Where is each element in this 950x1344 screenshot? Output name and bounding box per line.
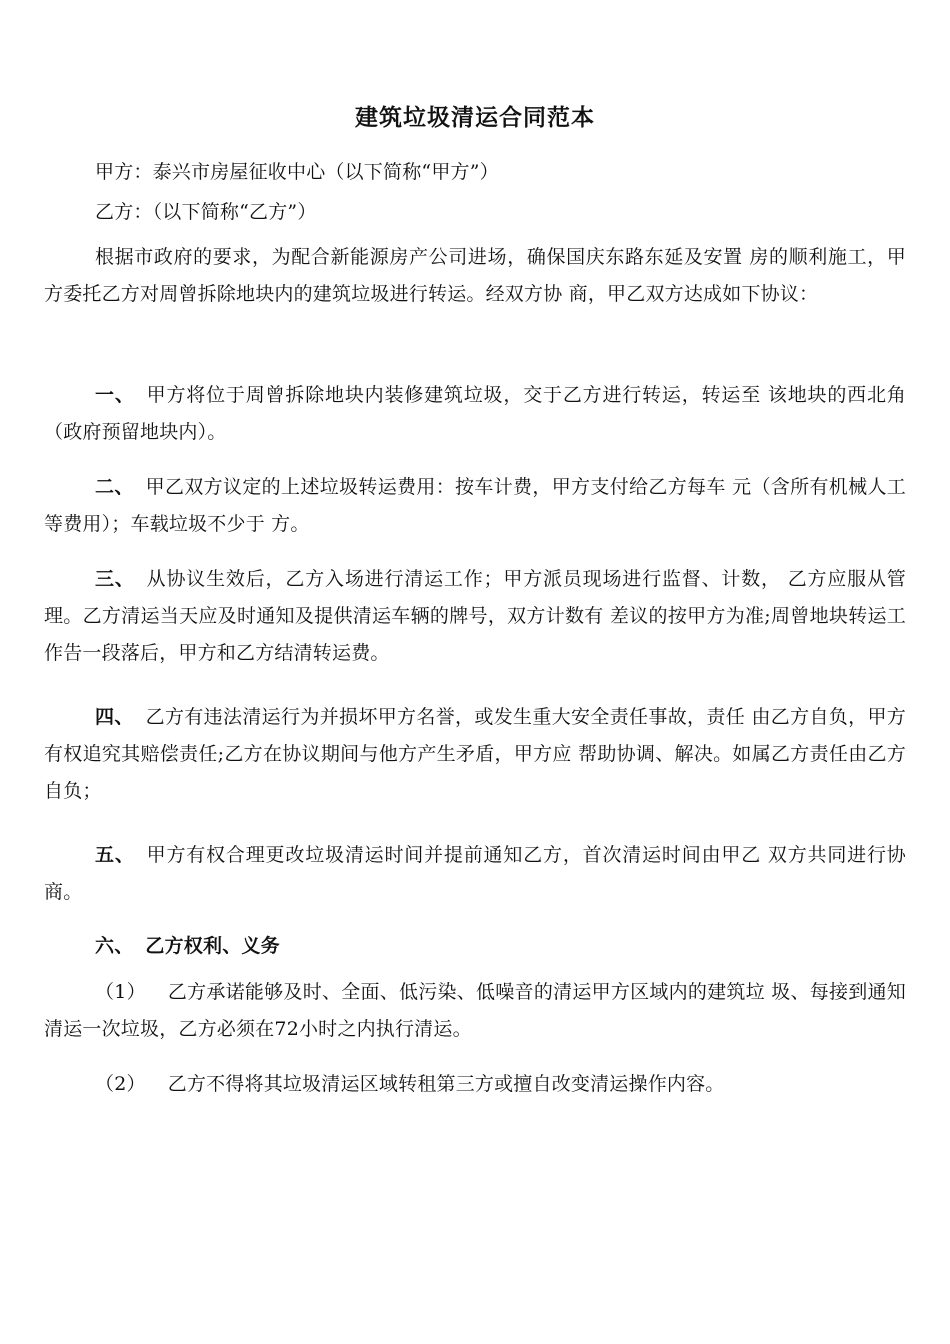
- clause-number: 一、: [95, 384, 135, 406]
- clause-text: 甲方有权合理更改垃圾清运时间并提前通知乙方，首次清运时间由甲乙 双方共同进行协商。: [44, 844, 906, 903]
- clause-2: [44, 469, 906, 543]
- sub-item-label: （1）: [95, 981, 146, 1003]
- clause-number: 五、: [95, 844, 135, 866]
- party-a-line: 甲方：泰兴市房屋征收中心（以下简称“甲方”）: [95, 161, 499, 183]
- clause-text: 乙方有违法清运行为并损坏甲方名誉，或发生重大安全责任事故，责任 由乙方自负，甲方有权追究其赔偿责任;乙方在协议期间与他方产生矛盾，甲方应 帮助协调、解决。如属乙方责任由乙方自负；: [44, 706, 906, 802]
- clause-text: 甲方将位于周曾拆除地块内装修建筑垃圾，交于乙方进行转运，转运至 该地块的西北角（政府预留地块内）。: [44, 384, 906, 443]
- clause-number: 四、: [95, 706, 134, 728]
- clause-6: [44, 928, 906, 965]
- sub-item-1: [44, 974, 906, 1048]
- clause-number: 三、: [95, 568, 135, 590]
- clause-number: 二、: [95, 476, 134, 498]
- party-b-line: 乙方：（以下简称“乙方”）: [95, 201, 317, 223]
- preamble-paragraph: 根据市政府的要求，为配合新能源房产公司进场，确保国庆东路东延及安置 房的顺利施工，甲方委托乙方对周曾拆除地块内的建筑垃圾进行转运。经双方协 商，甲乙双方达成如下协议：: [44, 246, 906, 305]
- clause-number: 六、: [95, 935, 134, 957]
- clause-1: [44, 377, 906, 451]
- clause-heading: 乙方权利、义务: [145, 935, 280, 957]
- sub-item-text: 乙方不得将其垃圾清运区域转租第三方或擅自改变清运操作内容。: [167, 1073, 725, 1095]
- sub-item-label: （2）: [95, 1073, 146, 1095]
- clause-5: [44, 837, 906, 911]
- clause-3: [44, 561, 906, 672]
- clause-4: [44, 699, 906, 810]
- document-title: 建筑垃圾清运合同范本: [355, 104, 595, 131]
- clause-text: 甲乙双方议定的上述垃圾转运费用：按车计费，甲方支付给乙方每车 元（含所有机械人工等费用）；车载垃圾不少于 方。: [44, 476, 906, 535]
- sub-item-2: [44, 1066, 906, 1103]
- sub-item-text: 乙方承诺能够及时、全面、低污染、低噪音的清运甲方区域内的建筑垃 圾、每接到通知清运一次垃圾，乙方必须在72小时之内执行清运。: [44, 981, 906, 1040]
- clause-text: 从协议生效后，乙方入场进行清运工作；甲方派员现场进行监督、计数， 乙方应服从管理。乙方清运当天应及时通知及提供清运车辆的牌号，双方计数有 差议的按甲方为准;周曾地块转运工作告一段落后，甲方和乙方结清转运费。: [44, 568, 906, 664]
